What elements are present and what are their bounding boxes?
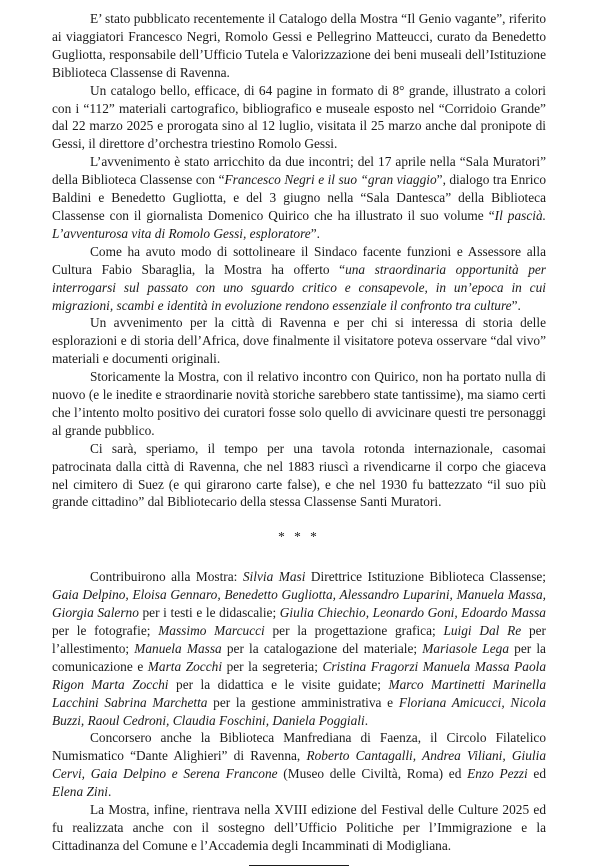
text-run: Ci sarà, speriamo, il tempo per una tavola rotonda internazionale, casomai patrocinata dalla città di Ravenna, che nel 1883 riuscì a rivendicarne il corpo che giaceva nel cimitero di Suez (e qui girarono carte false), e che nel 1930 fu battezzato “il suo più grande cittadino” dal Bibliotecario della stessa Classense Santi Muratori. xyxy=(52,440,546,510)
text-run: per la didattica e le visite guidate; xyxy=(168,676,389,692)
credits-paragraph xyxy=(52,568,546,729)
article-paragraph xyxy=(52,440,546,512)
italic-text: Floriana Amicucci, Nicola Buzzi, Raoul Cedroni, Claudia Foschini, Daniela Poggiali xyxy=(52,694,547,728)
italic-text: Marta Zocchi xyxy=(147,658,223,674)
text-run: per l’allestimento; xyxy=(52,623,546,656)
text-run: per i testi e le didascalie; xyxy=(138,605,280,621)
text-run: ”. xyxy=(511,297,521,313)
italic-text: Francesco Negri e il suo “gran viaggio xyxy=(224,172,437,188)
italic-text: Manuela Massa xyxy=(134,640,222,656)
document-page xyxy=(52,10,546,866)
text-run: per la comunicazione e xyxy=(52,640,546,674)
italic-text: Mariasole Lega xyxy=(422,640,509,656)
italic-text: Cristina Fragorzi Manuela Massa Paola Rigon Marta Zocchi xyxy=(52,658,547,692)
article-paragraph xyxy=(52,368,546,440)
article-paragraph xyxy=(52,153,546,243)
text-run: Un catalogo bello, efficace, di 64 pagine in formato di 8° grande, illustrato a colori con i “112” materiali cartografico, bibliografico e museale esposto nel “Corridoio Grande” dal 22 marzo 2025 e prorogata sino al 12 luglio, visitata il 25 marzo anche dal pronipote di Gessi, il direttore d’orchestra triestino Romolo Gessi. xyxy=(52,82,546,152)
text-run: Contribuirono alla Mostra: xyxy=(90,569,243,585)
text-run: Storicamente la Mostra, con il relativo incontro con Quirico, non ha portato nulla di nuovo (e le inedite e straordinarie novità storiche sarebbero state tantissime), ma siamo certi che l’intento molto positivo dei curatori fosse solo quello di avvicinare questi tre personaggi al grande pubblico. xyxy=(52,369,546,438)
italic-text: Enzo Pezzi xyxy=(467,766,528,782)
article-body xyxy=(52,10,546,511)
text-run: ”. xyxy=(310,225,320,241)
text-run: Direttrice Istituzione Biblioteca Classense; xyxy=(305,569,547,585)
italic-text: una straordinaria opportunità per interrogarsi sul passato con uno sguardo critico e consapevole, in un’epoca in cui migrazioni, scambi e identità in evoluzione rendono essenziale il confronto tra culture xyxy=(52,261,547,313)
text-run: ed xyxy=(527,766,546,782)
article-paragraph xyxy=(52,314,546,368)
credits-paragraph xyxy=(52,801,546,855)
text-run: . xyxy=(107,784,112,800)
text-run: Come ha avuto modo di sottolineare il Sindaco facente funzioni e Assessore alla Cultura Fabio Sbaraglia, la Mostra ha offerto “ xyxy=(52,243,546,277)
text-run: Concorsero anche la Biblioteca Manfrediana di Faenza, il Circolo Filatelico Numismatico “Dante Alighieri” di Ravenna, xyxy=(52,730,546,764)
text-run: per la progettazione grafica; xyxy=(264,623,444,638)
credits-paragraph xyxy=(52,729,546,801)
text-run: per la gestione amministrativa e xyxy=(207,694,399,710)
italic-text: Gaia Delpino, Eloisa Gennaro, Benedetto Gugliotta, Alessandro Luparini, Manuela Massa, Giorgia Salerno xyxy=(52,587,546,621)
text-run: ”, dialogo tra Enrico Baldini e Benedetto Gugliotta, e del 3 giugno nella “Sala Dantesca” della Biblioteca Classense con il giornalista Domenico Quirico che ha illustrato il suo volume “ xyxy=(52,172,547,223)
text-run: per le fotografie; xyxy=(52,623,159,638)
credits-body xyxy=(52,568,546,855)
text-run: (Museo delle Civiltà, Roma) ed xyxy=(277,766,468,782)
italic-text: Giulia Chiechio, Leonardo Goni, Edoardo Massa xyxy=(279,605,546,621)
text-run: Un avvenimento per la città di Ravenna e per chi si interessa di storia delle esplorazioni e di storia dell’Africa, dove finalmente il visitatore poteva osservare “dal vivo” materiali e documenti originali. xyxy=(52,315,546,367)
italic-text: Elena Zini xyxy=(52,784,108,800)
section-separator: * * * xyxy=(278,529,320,545)
text-run: . xyxy=(364,712,369,728)
article-paragraph xyxy=(52,243,546,315)
text-run: E’ stato pubblicato recentemente il Catalogo della Mostra “Il Genio vagante”, riferito ai viaggiatori Francesco Negri, Romolo Gessi e Pellegrino Matteucci, curato da Benedetto Gugliotta, responsabile dell’Ufficio Tutela e Valorizzazione dei beni museali dell’Istituzione Biblioteca Classense di Ravenna. xyxy=(52,11,546,80)
italic-text: Il pascià. L’avventurosa vita di Romolo Gessi, esploratore xyxy=(52,207,546,241)
italic-text: Roberto Cantagalli, Andrea Viliani, Giulia Cervi, Gaia Delpino e Serena Francone xyxy=(52,748,547,782)
text-run: L’avvenimento è stato arricchito da due incontri; del 17 aprile nella “Sala Muratori” della Biblioteca Classense con “ xyxy=(52,154,546,188)
italic-text: Massimo Marcucci xyxy=(158,623,265,638)
text-run: La Mostra, infine, rientrava nella XVIII edizione del Festival delle Culture 2025 ed fu realizzata anche con il sostegno dell’Ufficio Politiche per l’Immigrazione e la Cittadinanza del Comune e l’Accademia degli Incamminati di Modigliana. xyxy=(52,802,546,853)
text-run: per la catalogazione del materiale; xyxy=(221,640,423,656)
text-run: per la segreteria; xyxy=(222,658,323,674)
article-paragraph xyxy=(52,82,546,154)
italic-text: Marco Martinetti Marinella Lacchini Sabrina Marchetta xyxy=(52,676,546,710)
italic-text: Silvia Masi xyxy=(242,569,306,585)
italic-text: Luigi Dal Re xyxy=(443,623,522,638)
article-paragraph xyxy=(52,10,546,82)
